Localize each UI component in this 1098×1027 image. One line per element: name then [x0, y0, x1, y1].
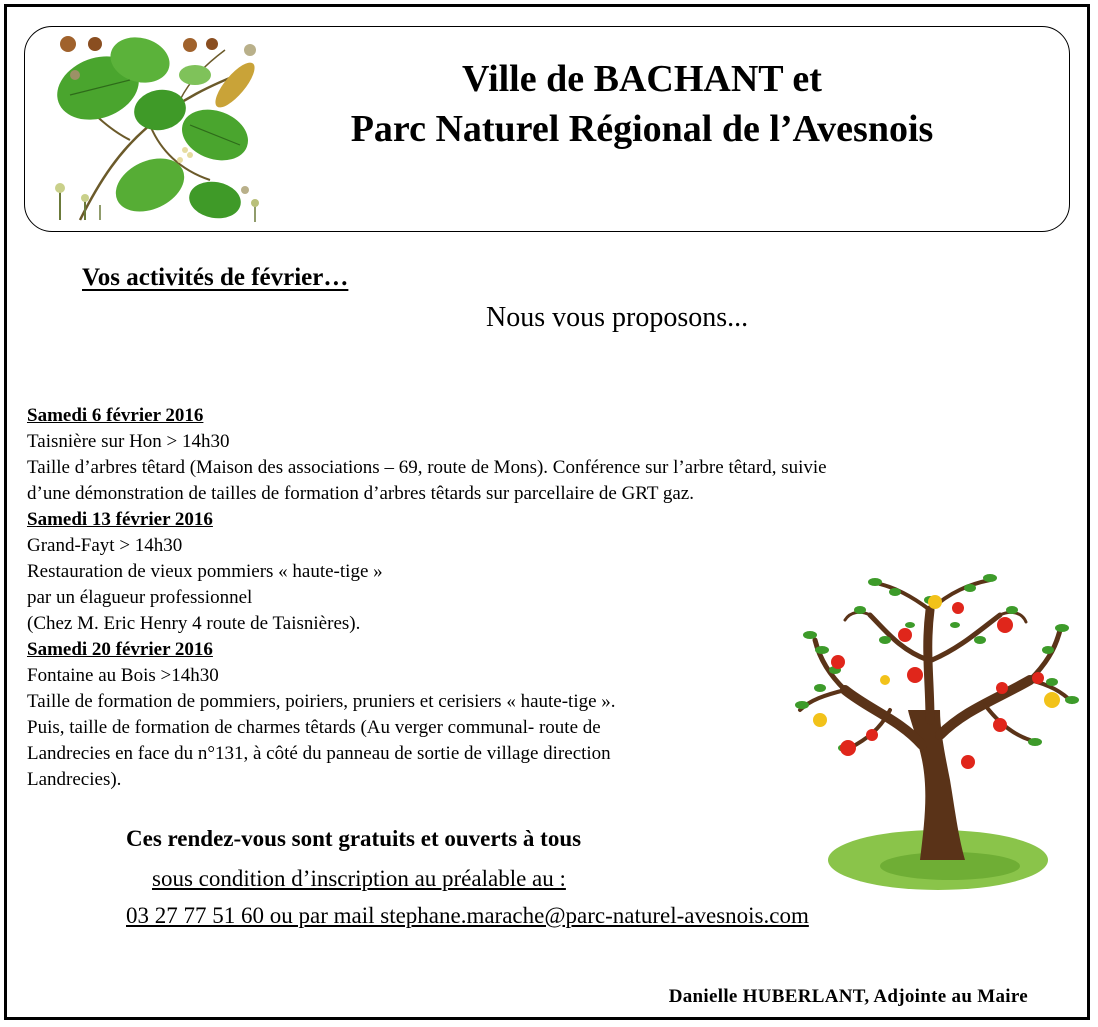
intro-text: Nous vous proposons...: [486, 302, 749, 333]
apple-tree-icon: [790, 570, 1080, 895]
event-line: (Chez M. Eric Henry 4 route de Taisnières).: [27, 613, 361, 634]
header-title-line2: Parc Naturel Régional de l’Avesnois: [350, 108, 934, 150]
event-date: Samedi 13 février 2016: [27, 509, 213, 530]
event-line: d’une démonstration de tailles de formation d’arbres têtards sur parcellaire de GRT gaz.: [27, 483, 694, 504]
header-title: [272, 54, 1012, 154]
event-line: Puis, taille de formation de charmes têtards (Au verger communal- route de: [27, 717, 601, 738]
event-item: [27, 403, 1077, 507]
event-line: par un élagueur professionnel: [27, 587, 253, 608]
linden-branch-icon: [40, 30, 270, 226]
section-heading: Vos activités de février…: [82, 264, 349, 291]
event-date: Samedi 6 février 2016: [27, 405, 204, 426]
event-line: Fontaine au Bois >14h30: [27, 665, 219, 686]
registration-condition: sous condition d’inscription au préalable au :: [152, 866, 566, 891]
event-line: Taille de formation de pommiers, poiriers, pruniers et cerisiers « haute-tige ».: [27, 691, 616, 712]
event-date: Samedi 20 février 2016: [27, 639, 213, 660]
event-line: Restauration de vieux pommiers « haute-tige »: [27, 561, 383, 582]
event-line: Taisnière sur Hon > 14h30: [27, 431, 230, 452]
signature: Danielle HUBERLANT, Adjointe au Maire: [668, 986, 1028, 1007]
free-notice: Ces rendez-vous sont gratuits et ouverts à tous: [126, 826, 582, 851]
event-line: Landrecies en face du n°131, à côté du panneau de sortie de village direction: [27, 743, 611, 764]
event-line: Grand-Fayt > 14h30: [27, 535, 183, 556]
event-line: Landrecies).: [27, 769, 122, 790]
contact-line[interactable]: 03 27 77 51 60 ou par mail stephane.marache@parc-naturel-avesnois.com: [126, 903, 809, 928]
event-line: Taille d’arbres têtard (Maison des associations – 69, route de Mons). Conférence sur l’arbre têtard, suivie: [27, 457, 827, 478]
header-title-line1: Ville de BACHANT et: [462, 58, 822, 100]
